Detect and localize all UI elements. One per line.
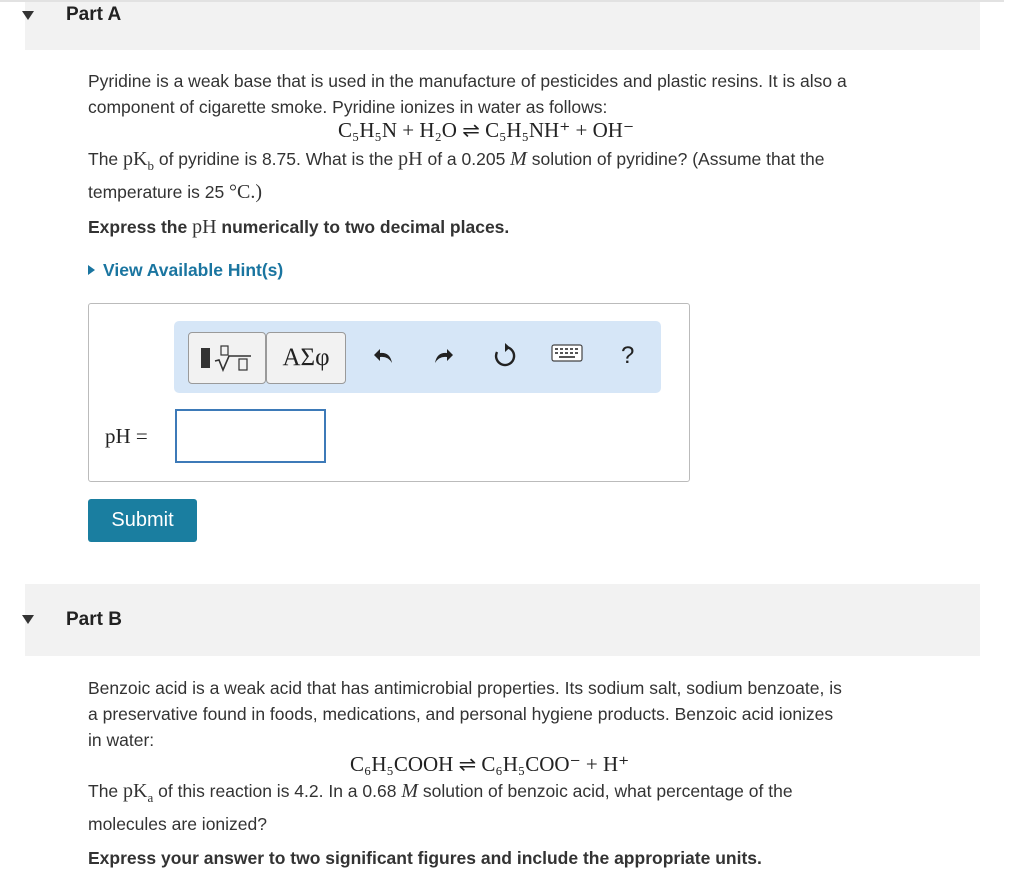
molarity-symbol: M [401, 780, 418, 802]
intro-line: a preservative found in foods, medications, and personal hygiene products. Benzoic acid ionizes [88, 704, 834, 724]
math-toolbar [174, 321, 661, 393]
intro-line: in water: [88, 730, 155, 750]
part-b-instruction: Express your answer to two significant figures and include the appropriate units. [88, 848, 762, 868]
question-text: of this reaction is 4.2. In a 0.68 [153, 781, 402, 801]
view-hints-link[interactable] [88, 260, 283, 281]
question-text: of a 0.205 [422, 149, 511, 169]
submit-button[interactable]: Submit [88, 499, 197, 542]
help-button[interactable]: ? [621, 342, 635, 369]
part-a-intro [88, 68, 983, 120]
templates-button[interactable] [188, 332, 266, 384]
intro-line: component of cigarette smoke. Pyridine ionizes in water as follows: [88, 97, 608, 117]
part-a-header[interactable] [25, 2, 980, 50]
instruction-text: numerically to two decimal places. [216, 217, 510, 237]
intro-line: Benzoic acid is a weak acid that has antimicrobial properties. Its sodium salt, sodium benzoate, is [88, 678, 842, 698]
collapse-caret-icon[interactable] [22, 11, 34, 20]
question-text: of pyridine is 8.75. What is the [153, 149, 399, 169]
redo-icon[interactable] [432, 343, 456, 373]
keyboard-icon[interactable] [551, 343, 583, 369]
question-text: The [88, 149, 124, 169]
ph-answer-input[interactable] [175, 409, 326, 463]
molarity-symbol: M [510, 148, 527, 170]
ph-input-label: pH = [105, 424, 148, 448]
hint-label: View Available Hint(s) [103, 260, 284, 280]
instruction-text: Express the [88, 217, 193, 237]
ph-symbol: pH [398, 148, 423, 170]
question-text: solution of pyridine? (Assume that the [526, 149, 825, 169]
collapse-caret-icon[interactable] [22, 615, 34, 624]
benzoic-acid-equation: C₆H₅COOH ⇌ C₆H₅COO⁻ + H⁺ [350, 752, 630, 776]
pka-symbol: $pK_a$ [123, 780, 154, 805]
part-b-title: Part B [66, 609, 122, 630]
greek-symbols-button[interactable]: ΑΣφ [266, 332, 346, 384]
part-b-question [88, 778, 983, 837]
part-a-title: Part A [66, 4, 122, 25]
question-text: The [88, 781, 124, 801]
part-a-instruction [88, 214, 983, 240]
pkb-symbol: $pK_b$ [123, 148, 154, 173]
ph-symbol: pH [192, 216, 217, 238]
pyridine-equation: C₅H₅N + H₂O ⇌ C₅H₅NH⁺ + OH⁻ [338, 118, 635, 142]
question-text: solution of benzoic acid, what percentage of the [418, 781, 793, 801]
undo-icon[interactable] [371, 343, 395, 373]
intro-line: Pyridine is a weak base that is used in the manufacture of pesticides and plastic resins. It is also a [88, 71, 847, 91]
part-b-intro [88, 675, 983, 753]
reset-icon[interactable] [492, 343, 518, 375]
answer-panel [88, 303, 690, 482]
template-icon [201, 344, 253, 372]
part-b-header[interactable] [25, 584, 980, 656]
part-a-question [88, 146, 983, 205]
question-text: temperature is 25 [88, 182, 230, 202]
question-text: molecules are ionized? [88, 814, 267, 834]
temperature-unit: °C.) [229, 181, 263, 203]
expand-triangle-icon [88, 265, 95, 275]
